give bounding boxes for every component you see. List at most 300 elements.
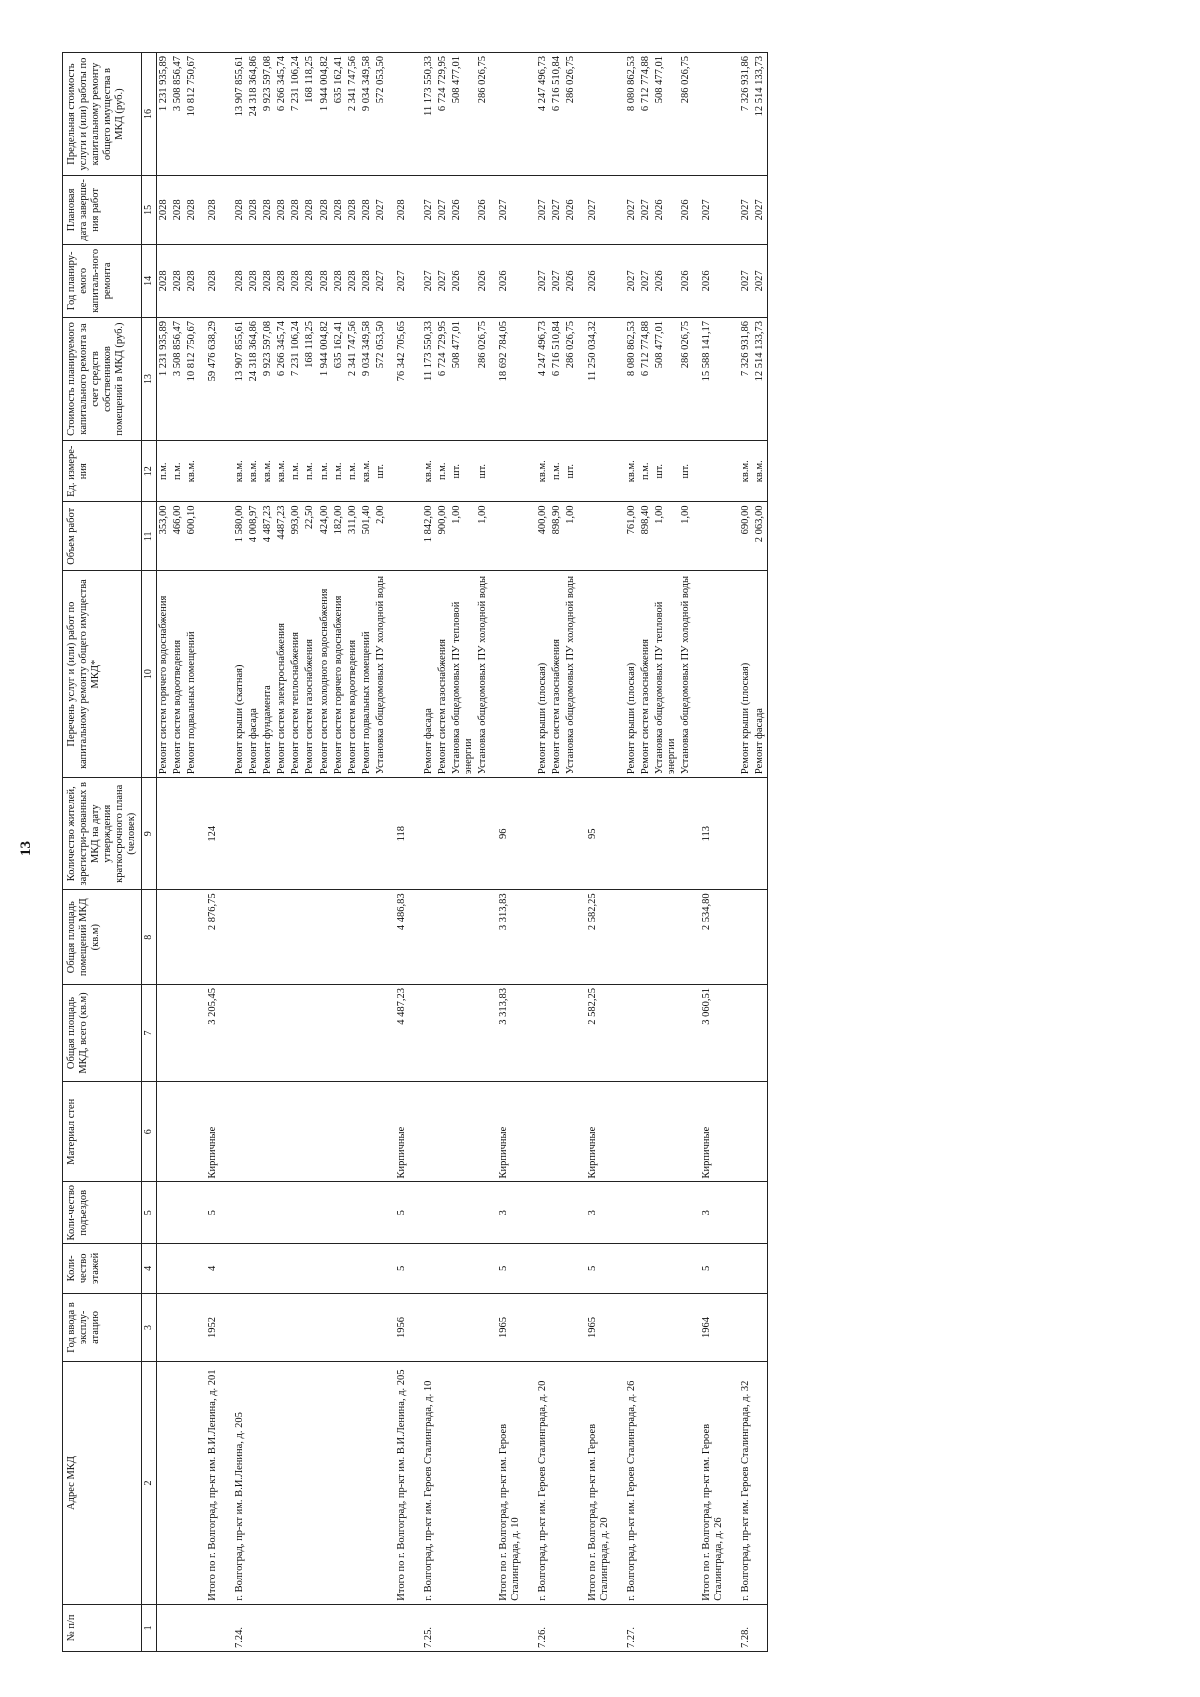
table-cell: 2028	[388, 176, 409, 245]
table-cell	[275, 1081, 289, 1182]
column-header: Коли-чество подъездов	[63, 1182, 142, 1244]
table-cell	[303, 1244, 317, 1294]
table-row	[332, 53, 346, 1652]
table-cell: 7 326 931,86	[726, 53, 753, 176]
table-cell	[318, 778, 332, 890]
table-cell	[476, 778, 490, 890]
table-cell	[156, 1081, 171, 1182]
table-cell: 286 026,75	[564, 318, 578, 441]
table-cell	[275, 1182, 289, 1244]
column-number: 6	[142, 1081, 157, 1182]
table-cell	[346, 778, 360, 890]
table-cell	[289, 890, 303, 985]
table-cell: Ремонт крыши (скатная)	[220, 571, 247, 778]
table-row	[436, 53, 450, 1652]
table-cell: 2026	[476, 244, 490, 317]
table-cell: 6 266 345,74	[275, 53, 289, 176]
column-number: 3	[142, 1293, 157, 1362]
table-cell	[679, 1244, 693, 1294]
table-cell: Ремонт систем электроснабжения	[275, 571, 289, 778]
table-cell	[318, 985, 332, 1082]
column-number: 2	[142, 1362, 157, 1604]
table-cell	[523, 1293, 550, 1362]
table-cell	[374, 1604, 388, 1651]
table-cell: 761,00	[612, 502, 639, 571]
table-row	[679, 53, 693, 1652]
table-cell: 2028	[275, 244, 289, 317]
table-cell	[332, 1081, 346, 1182]
table-cell	[374, 1293, 388, 1362]
table-cell	[564, 1293, 578, 1362]
table-cell	[247, 985, 261, 1082]
table-cell	[550, 890, 564, 985]
table-cell: п.м.	[156, 441, 171, 503]
table-cell: 11 250 034,32	[579, 318, 612, 441]
table-cell: 2027	[639, 176, 653, 245]
table-cell	[639, 985, 653, 1082]
table-cell	[409, 1244, 436, 1294]
table-cell	[639, 1293, 653, 1362]
table-cell: 508 477,01	[653, 53, 679, 176]
table-cell: 2027	[726, 244, 753, 317]
table-cell: 4487,23	[275, 502, 289, 571]
table-cell	[185, 985, 199, 1082]
table-cell	[318, 1081, 332, 1182]
table-cell: 4 247 496,73	[523, 318, 550, 441]
table-cell	[612, 1182, 639, 1244]
table-cell: 2026	[564, 176, 578, 245]
table-cell	[199, 1604, 220, 1651]
table-cell: Ремонт фасада	[247, 571, 261, 778]
table-cell: г. Волгоград, пр-кт им. В.И.Ленина, д. 205	[220, 1362, 247, 1604]
table-row	[612, 53, 639, 1652]
table-cell	[409, 1081, 436, 1182]
table-cell: кв.м.	[220, 441, 247, 503]
table-cell	[220, 1182, 247, 1244]
table-row	[409, 53, 436, 1652]
table-cell	[374, 1244, 388, 1294]
table-cell	[388, 1604, 409, 1651]
table-cell: 1,00	[564, 502, 578, 571]
table-row	[450, 53, 476, 1652]
column-header: Материал стен	[63, 1081, 142, 1182]
table-cell: 2026	[450, 244, 476, 317]
table-cell: Итого по г. Волгоград, пр-кт им. Героев Сталинграда, д. 26	[693, 1362, 726, 1604]
table-cell	[332, 778, 346, 890]
table-cell	[247, 1604, 261, 1651]
table-row	[156, 53, 171, 1652]
table-cell	[332, 1182, 346, 1244]
table-cell	[476, 1182, 490, 1244]
table-cell	[523, 778, 550, 890]
table-cell	[171, 1182, 185, 1244]
table-cell	[318, 1293, 332, 1362]
table-cell	[247, 1362, 261, 1604]
table-cell: 7 231 106,24	[289, 53, 303, 176]
table-row	[726, 53, 753, 1652]
table-row	[346, 53, 360, 1652]
table-cell	[360, 1293, 374, 1362]
table-cell: 2028	[303, 244, 317, 317]
table-cell	[579, 441, 612, 503]
table-cell	[220, 778, 247, 890]
table-cell: 24 318 364,86	[247, 53, 261, 176]
table-cell: 2027	[374, 244, 388, 317]
table-cell	[220, 1081, 247, 1182]
table-cell: 2027	[409, 244, 436, 317]
table-cell	[612, 1244, 639, 1294]
table-cell	[374, 985, 388, 1082]
table-row	[171, 53, 185, 1652]
table-cell: 9 034 349,58	[360, 318, 374, 441]
table-cell: 6 724 729,95	[436, 318, 450, 441]
table-cell	[247, 1182, 261, 1244]
table-cell: 8 080 862,53	[612, 318, 639, 441]
table-cell	[171, 778, 185, 890]
table-cell: Установка общедомовых ПУ холодной воды	[679, 571, 693, 778]
table-cell: 168 118,25	[303, 53, 317, 176]
table-row	[247, 53, 261, 1652]
table-cell	[199, 502, 220, 571]
table-cell: п.м.	[289, 441, 303, 503]
table-cell: Кирпичные	[490, 1081, 523, 1182]
table-cell	[275, 1244, 289, 1294]
table-cell: 2026	[693, 244, 726, 317]
table-cell	[436, 1182, 450, 1244]
table-cell	[653, 1293, 679, 1362]
table-cell: 15 588 141,17	[693, 318, 726, 441]
column-number: 4	[142, 1244, 157, 1294]
table-cell	[289, 1244, 303, 1294]
table-cell	[450, 1182, 476, 1244]
table-cell	[679, 1182, 693, 1244]
table-cell	[409, 1182, 436, 1244]
table-cell	[346, 985, 360, 1082]
table-cell	[436, 890, 450, 985]
table-cell	[261, 1604, 275, 1651]
table-row	[374, 53, 388, 1652]
table-cell: 572 053,50	[374, 53, 388, 176]
table-cell	[476, 1244, 490, 1294]
table-cell: 3 313,83	[490, 890, 523, 985]
table-cell	[346, 1604, 360, 1651]
table-cell: 400,00	[523, 502, 550, 571]
column-number: 7	[142, 985, 157, 1082]
table-cell	[171, 890, 185, 985]
column-header: Объем работ	[63, 502, 142, 571]
table-cell	[550, 1293, 564, 1362]
table-cell: 1952	[199, 1293, 220, 1362]
table-cell: 4 247 496,73	[523, 53, 550, 176]
table-cell	[726, 890, 753, 985]
table-cell: 13 907 855,61	[220, 318, 247, 441]
table-cell: 2028	[247, 176, 261, 245]
table-cell	[185, 1362, 199, 1604]
column-header: Год ввода в эксплу-атацию	[63, 1293, 142, 1362]
table-cell	[318, 1182, 332, 1244]
table-cell: 1964	[693, 1293, 726, 1362]
table-cell: 3	[490, 1182, 523, 1244]
table-cell	[303, 1362, 317, 1604]
column-header: Количество жителей, зарегистри-рованных в МКД на дату утверждения краткосрочного плана (человек)	[63, 778, 142, 890]
table-cell: 5	[490, 1244, 523, 1294]
table-cell	[303, 890, 317, 985]
table-cell: 2028	[171, 176, 185, 245]
table-cell: 2 876,75	[199, 890, 220, 985]
table-cell: г. Волгоград, пр-кт им. Героев Сталинграда, д. 20	[523, 1362, 550, 1604]
table-cell: 898,90	[550, 502, 564, 571]
table-cell: шт.	[374, 441, 388, 503]
table-cell: 501,40	[360, 502, 374, 571]
table-cell: Ремонт систем водоотведения	[346, 571, 360, 778]
table-row	[185, 53, 199, 1652]
table-cell: 2027	[409, 176, 436, 245]
table-cell	[436, 1244, 450, 1294]
table-cell: 2027	[374, 176, 388, 245]
table-cell: 6 716 510,84	[550, 318, 564, 441]
table-cell: Ремонт подвальных помещений	[185, 571, 199, 778]
table-cell: 7.25.	[409, 1604, 436, 1651]
table-cell	[318, 1362, 332, 1604]
table-cell	[199, 441, 220, 503]
table-cell	[261, 1081, 275, 1182]
table-cell: 635 162,41	[332, 318, 346, 441]
table-cell	[374, 778, 388, 890]
table-cell: 2027	[639, 244, 653, 317]
table-cell: Ремонт систем теплоснабжения	[289, 571, 303, 778]
table-cell: 2028	[346, 176, 360, 245]
table-cell: 59 476 638,29	[199, 318, 220, 441]
table-cell: 635 162,41	[332, 53, 346, 176]
table-cell: 5	[693, 1244, 726, 1294]
table-cell: 96	[490, 778, 523, 890]
table-cell	[156, 890, 171, 985]
table-cell: 7.27.	[612, 1604, 639, 1651]
table-cell: Кирпичные	[199, 1081, 220, 1182]
table-cell	[185, 778, 199, 890]
table-cell: 4 486,83	[388, 890, 409, 985]
table-cell	[436, 1604, 450, 1651]
table-cell	[490, 1604, 523, 1651]
table-cell: 286 026,75	[679, 318, 693, 441]
table-cell	[612, 985, 639, 1082]
table-cell: 424,00	[318, 502, 332, 571]
table-cell: п.м.	[303, 441, 317, 503]
table-cell: 2027	[550, 176, 564, 245]
table-cell: шт.	[476, 441, 490, 503]
table-cell: Ремонт подвальных помещений	[360, 571, 374, 778]
table-cell: 4 487,23	[261, 502, 275, 571]
table-cell	[523, 985, 550, 1082]
table-cell	[171, 1293, 185, 1362]
table-cell	[579, 1604, 612, 1651]
table-cell	[612, 778, 639, 890]
column-number: 16	[142, 53, 157, 176]
table-cell: 5	[388, 1244, 409, 1294]
table-cell	[332, 1293, 346, 1362]
table-cell: 95	[579, 778, 612, 890]
table-cell	[450, 890, 476, 985]
table-cell: 311,00	[346, 502, 360, 571]
table-cell: 900,00	[436, 502, 450, 571]
table-cell	[436, 1293, 450, 1362]
table-cell	[653, 890, 679, 985]
table-row	[753, 53, 768, 1652]
table-cell	[679, 1604, 693, 1651]
table-row	[318, 53, 332, 1652]
table-row	[564, 53, 578, 1652]
table-cell: 1,00	[679, 502, 693, 571]
column-number: 14	[142, 244, 157, 317]
column-header: Стоимость планируемого капитального ремонта за счет средств собственников помещений в МКД (руб.)	[63, 318, 142, 441]
table-cell: 5	[199, 1182, 220, 1244]
table-cell: 2027	[612, 244, 639, 317]
table-cell	[289, 778, 303, 890]
table-cell: 6 712 774,88	[639, 53, 653, 176]
table-cell: 1,00	[450, 502, 476, 571]
table-cell	[261, 1362, 275, 1604]
table-cell	[550, 778, 564, 890]
table-cell: 3 508 856,47	[171, 53, 185, 176]
table-cell	[360, 778, 374, 890]
page-number: 13	[18, 841, 34, 856]
table-cell: 2028	[332, 176, 346, 245]
table-cell: Установка общедомовых ПУ холодной воды	[374, 571, 388, 778]
table-row	[220, 53, 247, 1652]
table-cell	[171, 1362, 185, 1604]
table-cell	[303, 1293, 317, 1362]
table-cell: Ремонт систем водоотведения	[171, 571, 185, 778]
table-cell: Итого по г. Волгоград, пр-кт им. Героев Сталинграда, д. 20	[579, 1362, 612, 1604]
table-cell	[753, 1182, 768, 1244]
table-cell: 1965	[490, 1293, 523, 1362]
table-cell: 2 582,25	[579, 890, 612, 985]
table-cell: 2 341 747,56	[346, 318, 360, 441]
table-cell: 2027	[612, 176, 639, 245]
table-cell: кв.м.	[185, 441, 199, 503]
table-cell	[303, 1182, 317, 1244]
table-cell: 22,50	[303, 502, 317, 571]
table-cell	[156, 1244, 171, 1294]
table-cell	[289, 1081, 303, 1182]
column-number: 9	[142, 778, 157, 890]
table-cell	[693, 441, 726, 503]
table-cell: 2028	[261, 176, 275, 245]
total-row	[579, 53, 612, 1652]
table-cell: Установка общедомовых ПУ тепловой энергии	[450, 571, 476, 778]
table-cell: 286 026,75	[679, 53, 693, 176]
table-cell	[289, 1182, 303, 1244]
table-cell	[220, 1244, 247, 1294]
table-row	[653, 53, 679, 1652]
table-cell: 2028	[275, 176, 289, 245]
table-cell: 113	[693, 778, 726, 890]
table-cell	[374, 890, 388, 985]
table-cell	[653, 1362, 679, 1604]
table-cell: п.м.	[639, 441, 653, 503]
table-cell: 5	[388, 1182, 409, 1244]
column-header: Плановая дата заверше-ния работ	[63, 176, 142, 245]
column-number: 15	[142, 176, 157, 245]
table-cell	[450, 778, 476, 890]
table-cell	[550, 1362, 564, 1604]
table-cell	[523, 1182, 550, 1244]
table-cell: 1 231 935,89	[156, 53, 171, 176]
table-cell: Ремонт фасада	[409, 571, 436, 778]
table-cell: 18 692 784,05	[490, 318, 523, 441]
table-row	[275, 53, 289, 1652]
table-cell	[247, 1244, 261, 1294]
table-cell: п.м.	[436, 441, 450, 503]
table-cell	[564, 1182, 578, 1244]
table-cell	[693, 571, 726, 778]
table-cell: 9 923 597,08	[261, 318, 275, 441]
table-cell: 2028	[247, 244, 261, 317]
table-cell	[289, 1293, 303, 1362]
table-cell: Кирпичные	[579, 1081, 612, 1182]
table-cell: Ремонт фасада	[753, 571, 768, 778]
table-cell: Ремонт систем холодного водоснабжения	[318, 571, 332, 778]
table-cell	[726, 778, 753, 890]
table-cell: Ремонт крыши (плоская)	[612, 571, 639, 778]
table-cell	[275, 1604, 289, 1651]
table-cell	[388, 441, 409, 503]
table-cell	[476, 890, 490, 985]
table-cell: Ремонт фундамента	[261, 571, 275, 778]
table-cell: Итого по г. Волгоград, пр-кт им. Героев Сталинграда, д. 10	[490, 1362, 523, 1604]
table-cell	[726, 985, 753, 1082]
table-row	[639, 53, 653, 1652]
column-header: Общая площадь МКД, всего (кв.м)	[63, 985, 142, 1082]
table-cell: 2027	[550, 244, 564, 317]
table-cell: 2026	[450, 176, 476, 245]
column-number: 10	[142, 571, 157, 778]
table-cell	[171, 985, 185, 1082]
table-cell	[653, 1182, 679, 1244]
table-cell: 12 514 133,73	[753, 318, 768, 441]
table-cell	[332, 1362, 346, 1604]
table-row	[261, 53, 275, 1652]
table-cell	[261, 778, 275, 890]
table-cell	[318, 890, 332, 985]
table-cell	[156, 1362, 171, 1604]
table-cell	[653, 1604, 679, 1651]
table-cell: Ремонт систем горячего водоснабжения	[156, 571, 171, 778]
table-cell	[303, 985, 317, 1082]
table-cell	[156, 1182, 171, 1244]
table-cell	[332, 1604, 346, 1651]
table-cell: 124	[199, 778, 220, 890]
table-cell	[156, 778, 171, 890]
table-cell: 2028	[156, 244, 171, 317]
table-cell: 4 487,23	[388, 985, 409, 1082]
table-cell: Итого по г. Волгоград, пр-кт им. В.И.Ленина, д. 205	[388, 1362, 409, 1604]
table-cell: 508 477,01	[450, 53, 476, 176]
table-cell	[346, 1244, 360, 1294]
total-row	[388, 53, 409, 1652]
table-cell: 2028	[360, 176, 374, 245]
table-cell	[523, 890, 550, 985]
table-cell	[199, 571, 220, 778]
table-cell: г. Волгоград, пр-кт им. Героев Сталинграда, д. 26	[612, 1362, 639, 1604]
table-cell	[374, 1182, 388, 1244]
total-row	[199, 53, 220, 1652]
table-cell	[753, 1081, 768, 1182]
table-cell	[436, 1362, 450, 1604]
table-cell: 6 712 774,88	[639, 318, 653, 441]
table-cell	[388, 571, 409, 778]
table-cell	[612, 890, 639, 985]
